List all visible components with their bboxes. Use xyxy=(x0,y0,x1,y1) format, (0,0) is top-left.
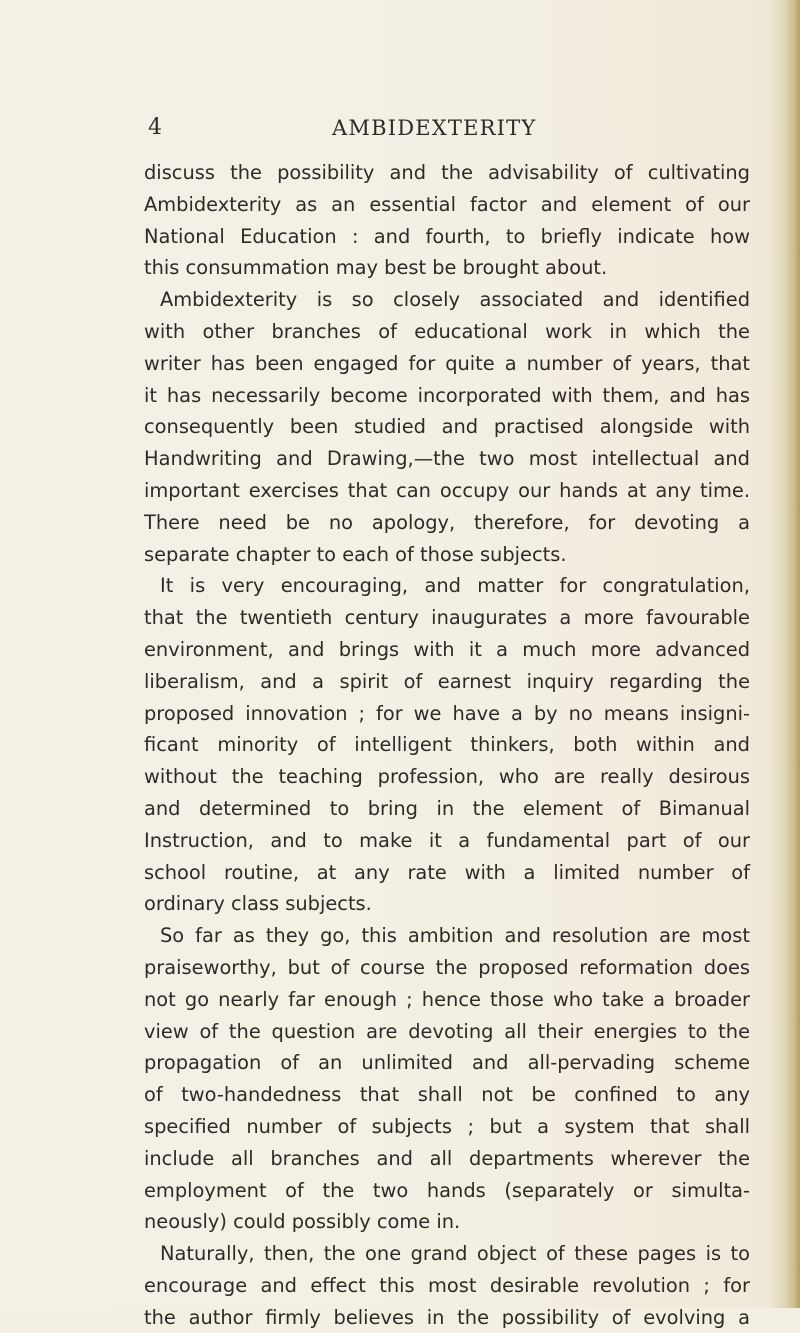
text-line: the author firmly believes in the possibility of evolving a xyxy=(144,1305,750,1329)
text-line: include all branches and all departments wherever the xyxy=(144,1146,750,1170)
text-line: writer has been engaged for quite a number of years, that xyxy=(144,351,750,375)
text-line: National Education : and fourth, to briefly indicate how xyxy=(144,224,750,248)
text-line: There need be no apology, therefore, for devoting a xyxy=(144,510,750,534)
text-line: important exercises that can occupy our hands at any time. xyxy=(144,478,750,502)
text-line: of two-handedness that shall not be confined to any xyxy=(144,1083,750,1107)
text-line: proposed innovation ; for we have a by no means insigni- xyxy=(144,701,750,725)
text-line: It is very encouraging, and matter for congratulation, xyxy=(160,574,750,598)
text-line: Handwriting and Drawing,—the two most intellectual and xyxy=(144,447,750,471)
text-line: separate chapter to each of those subjects. xyxy=(144,542,567,566)
body-text xyxy=(144,157,750,1333)
text-line: encourage and effect this most desirable revolution ; for xyxy=(144,1273,750,1297)
running-title: AMBIDEXTERITY xyxy=(332,116,537,140)
text-line: Instruction, and to make it a fundamental part of our xyxy=(144,828,750,852)
text-line: ficant minority of intelligent thinkers, both within and xyxy=(144,733,750,757)
text-line: Ambidexterity is so closely associated and identified xyxy=(160,288,750,312)
text-line: it has necessarily become incorporated with them, and has xyxy=(144,383,750,407)
text-line: employment of the two hands (separately or simulta- xyxy=(144,1178,750,1202)
text-line: with other branches of educational work in which the xyxy=(144,319,750,343)
text-line: without the teaching profession, who are really desirous xyxy=(144,765,750,789)
text-line: praiseworthy, but of course the proposed reformation does xyxy=(144,955,750,979)
page-number: 4 xyxy=(148,115,162,140)
text-line: consequently been studied and practised alongside with xyxy=(144,415,750,439)
text-line: view of the question are devoting all their energies to the xyxy=(144,1019,750,1043)
text-line: specified number of subjects ; but a system that shall xyxy=(144,1114,750,1138)
text-line: school routine, at any rate with a limited number of xyxy=(144,860,750,884)
text-line: Naturally, then, the one grand object of these pages is to xyxy=(160,1242,750,1266)
text-line: So far as they go, this ambition and resolution are most xyxy=(160,924,750,948)
text-line: that the twentieth century inaugurates a more favourable xyxy=(144,606,750,630)
text-line: neously) could possibly come in. xyxy=(144,1210,461,1234)
text-line: discuss the possibility and the advisability of cultivating xyxy=(144,161,750,184)
page-header xyxy=(148,113,748,147)
text-line: and determined to bring in the element of Bimanual xyxy=(144,796,750,820)
page-edge-shadow xyxy=(786,0,800,1308)
text-line: Ambidexterity as an essential factor and element of our xyxy=(144,192,750,216)
text-line: propagation of an unlimited and all-pervading scheme xyxy=(144,1051,750,1075)
text-line: ordinary class subjects. xyxy=(144,892,372,916)
text-line: environment, and brings with it a much more advanced xyxy=(144,637,750,661)
text-line: liberalism, and a spirit of earnest inquiry regarding the xyxy=(144,669,750,693)
text-line: this consummation may best be brought about. xyxy=(144,256,608,280)
text-line: not go nearly far enough ; hence those who take a broader xyxy=(144,987,750,1011)
